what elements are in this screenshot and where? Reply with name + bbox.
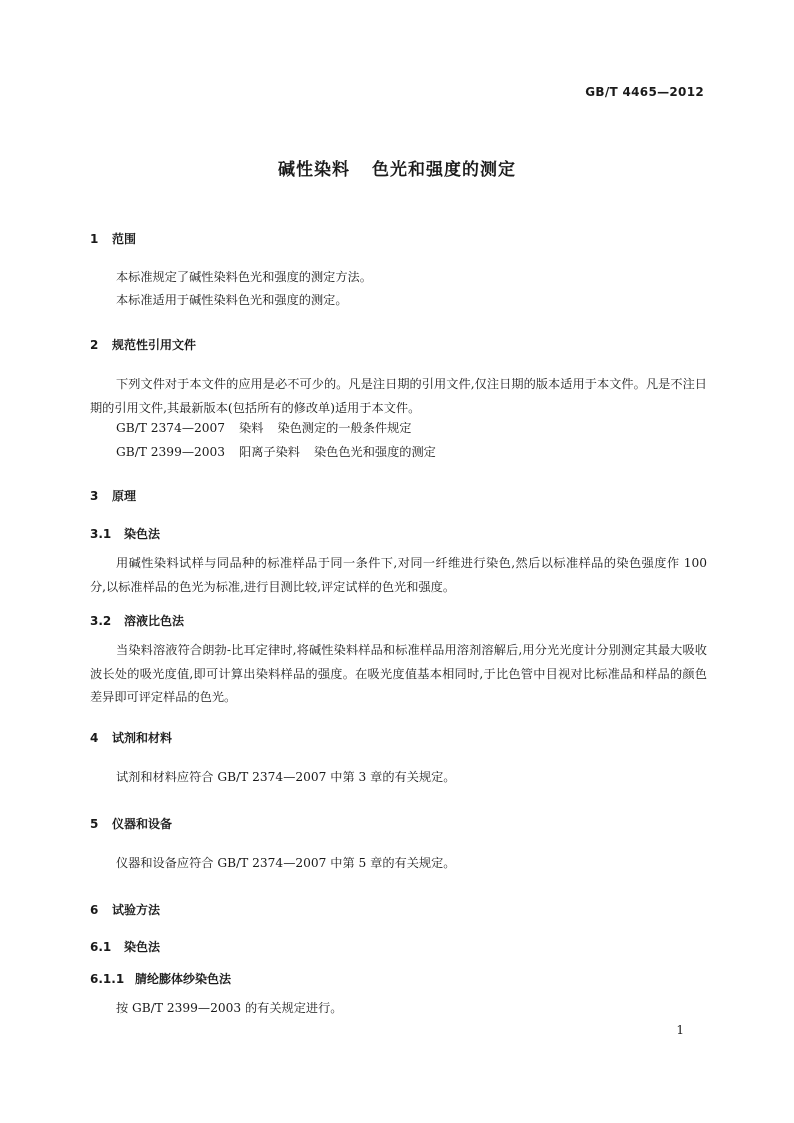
- section-2-heading: [90, 336, 196, 353]
- reference-code: GB/T 2399—2003: [116, 445, 226, 459]
- section-heading-text: 染色法: [124, 527, 161, 541]
- reference-item: [116, 419, 411, 436]
- section-6-1-heading: [90, 938, 160, 955]
- section-number: 1: [90, 232, 99, 246]
- paragraph: 试剂和材料应符合 GB/T 2374—2007 中第 3 章的有关规定。: [116, 770, 456, 784]
- paragraph: 仪器和设备应符合 GB/T 2374—2007 中第 5 章的有关规定。: [116, 856, 456, 870]
- section-3-2-heading: [90, 612, 184, 629]
- paragraph: 下列文件对于本文件的应用是必不可少的。凡是注日期的引用文件,仅注日期的版本适用于本文件。凡是不注日期的引用文件,其最新版本(包括所有的修改单)适用于本文件。: [90, 377, 707, 415]
- reference-code: GB/T 2374—2007: [116, 421, 226, 435]
- section-heading-text: 范围: [112, 232, 137, 246]
- reference-item: [116, 443, 436, 460]
- reference-subtitle: 染色色光和强度的测定: [313, 445, 436, 459]
- document-title: [0, 155, 794, 180]
- section-heading-text: 腈纶膨体纱染色法: [135, 972, 232, 986]
- section-heading-text: 试剂和材料: [112, 731, 173, 745]
- section-4-heading: [90, 729, 172, 746]
- page-number: 1: [676, 1023, 684, 1037]
- paragraph: 本标准规定了碱性染料色光和强度的测定方法。: [116, 270, 372, 284]
- section-number: 6: [90, 903, 99, 917]
- reference-subtitle: 染色测定的一般条件规定: [277, 421, 412, 435]
- title-sub: 色光和强度的测定: [372, 160, 516, 180]
- paragraph: 用碱性染料试样与同品种的标准样品于同一条件下,对同一纤维进行染色,然后以标准样品的染色强度作 100 分,以标准样品的色光为标准,进行目测比较,评定试样的色光和强度。: [90, 556, 707, 594]
- reference-title: 阳离子染料: [239, 445, 300, 459]
- paragraph: 按 GB/T 2399—2003 的有关规定进行。: [116, 1001, 343, 1015]
- section-6-1-1-heading: [90, 970, 231, 987]
- section-number: 2: [90, 338, 99, 352]
- section-number: 4: [90, 731, 99, 745]
- section-heading-text: 溶液比色法: [124, 614, 185, 628]
- section-3-1-heading: [90, 525, 160, 542]
- section-heading-text: 规范性引用文件: [112, 338, 197, 352]
- section-heading-text: 试验方法: [112, 903, 161, 917]
- section-number: 3: [90, 489, 99, 503]
- reference-title: 染料: [239, 421, 264, 435]
- section-number: 5: [90, 817, 99, 831]
- standard-code: GB/T 4465—2012: [585, 85, 704, 99]
- section-heading-text: 仪器和设备: [112, 817, 173, 831]
- section-5-heading: [90, 815, 172, 832]
- section-number: 6.1.1: [90, 972, 125, 986]
- section-3-heading: [90, 487, 136, 504]
- section-6-heading: [90, 901, 160, 918]
- paragraph: 本标准适用于碱性染料色光和强度的测定。: [116, 293, 348, 307]
- section-number: 6.1: [90, 940, 112, 954]
- section-heading-text: 原理: [112, 489, 137, 503]
- section-number: 3.1: [90, 527, 112, 541]
- section-number: 3.2: [90, 614, 112, 628]
- paragraph: 当染料溶液符合朗勃-比耳定律时,将碱性染料样品和标准样品用溶剂溶解后,用分光光度计分别测定其最大吸收波长处的吸光度值,即可计算出染料样品的强度。在吸光度值基本相同时,于比色管中目视对比标准品和样品的颜色差异即可评定样品的色光。: [90, 643, 707, 704]
- title-main: 碱性染料: [278, 160, 350, 180]
- section-1-heading: [90, 230, 136, 247]
- section-heading-text: 染色法: [124, 940, 161, 954]
